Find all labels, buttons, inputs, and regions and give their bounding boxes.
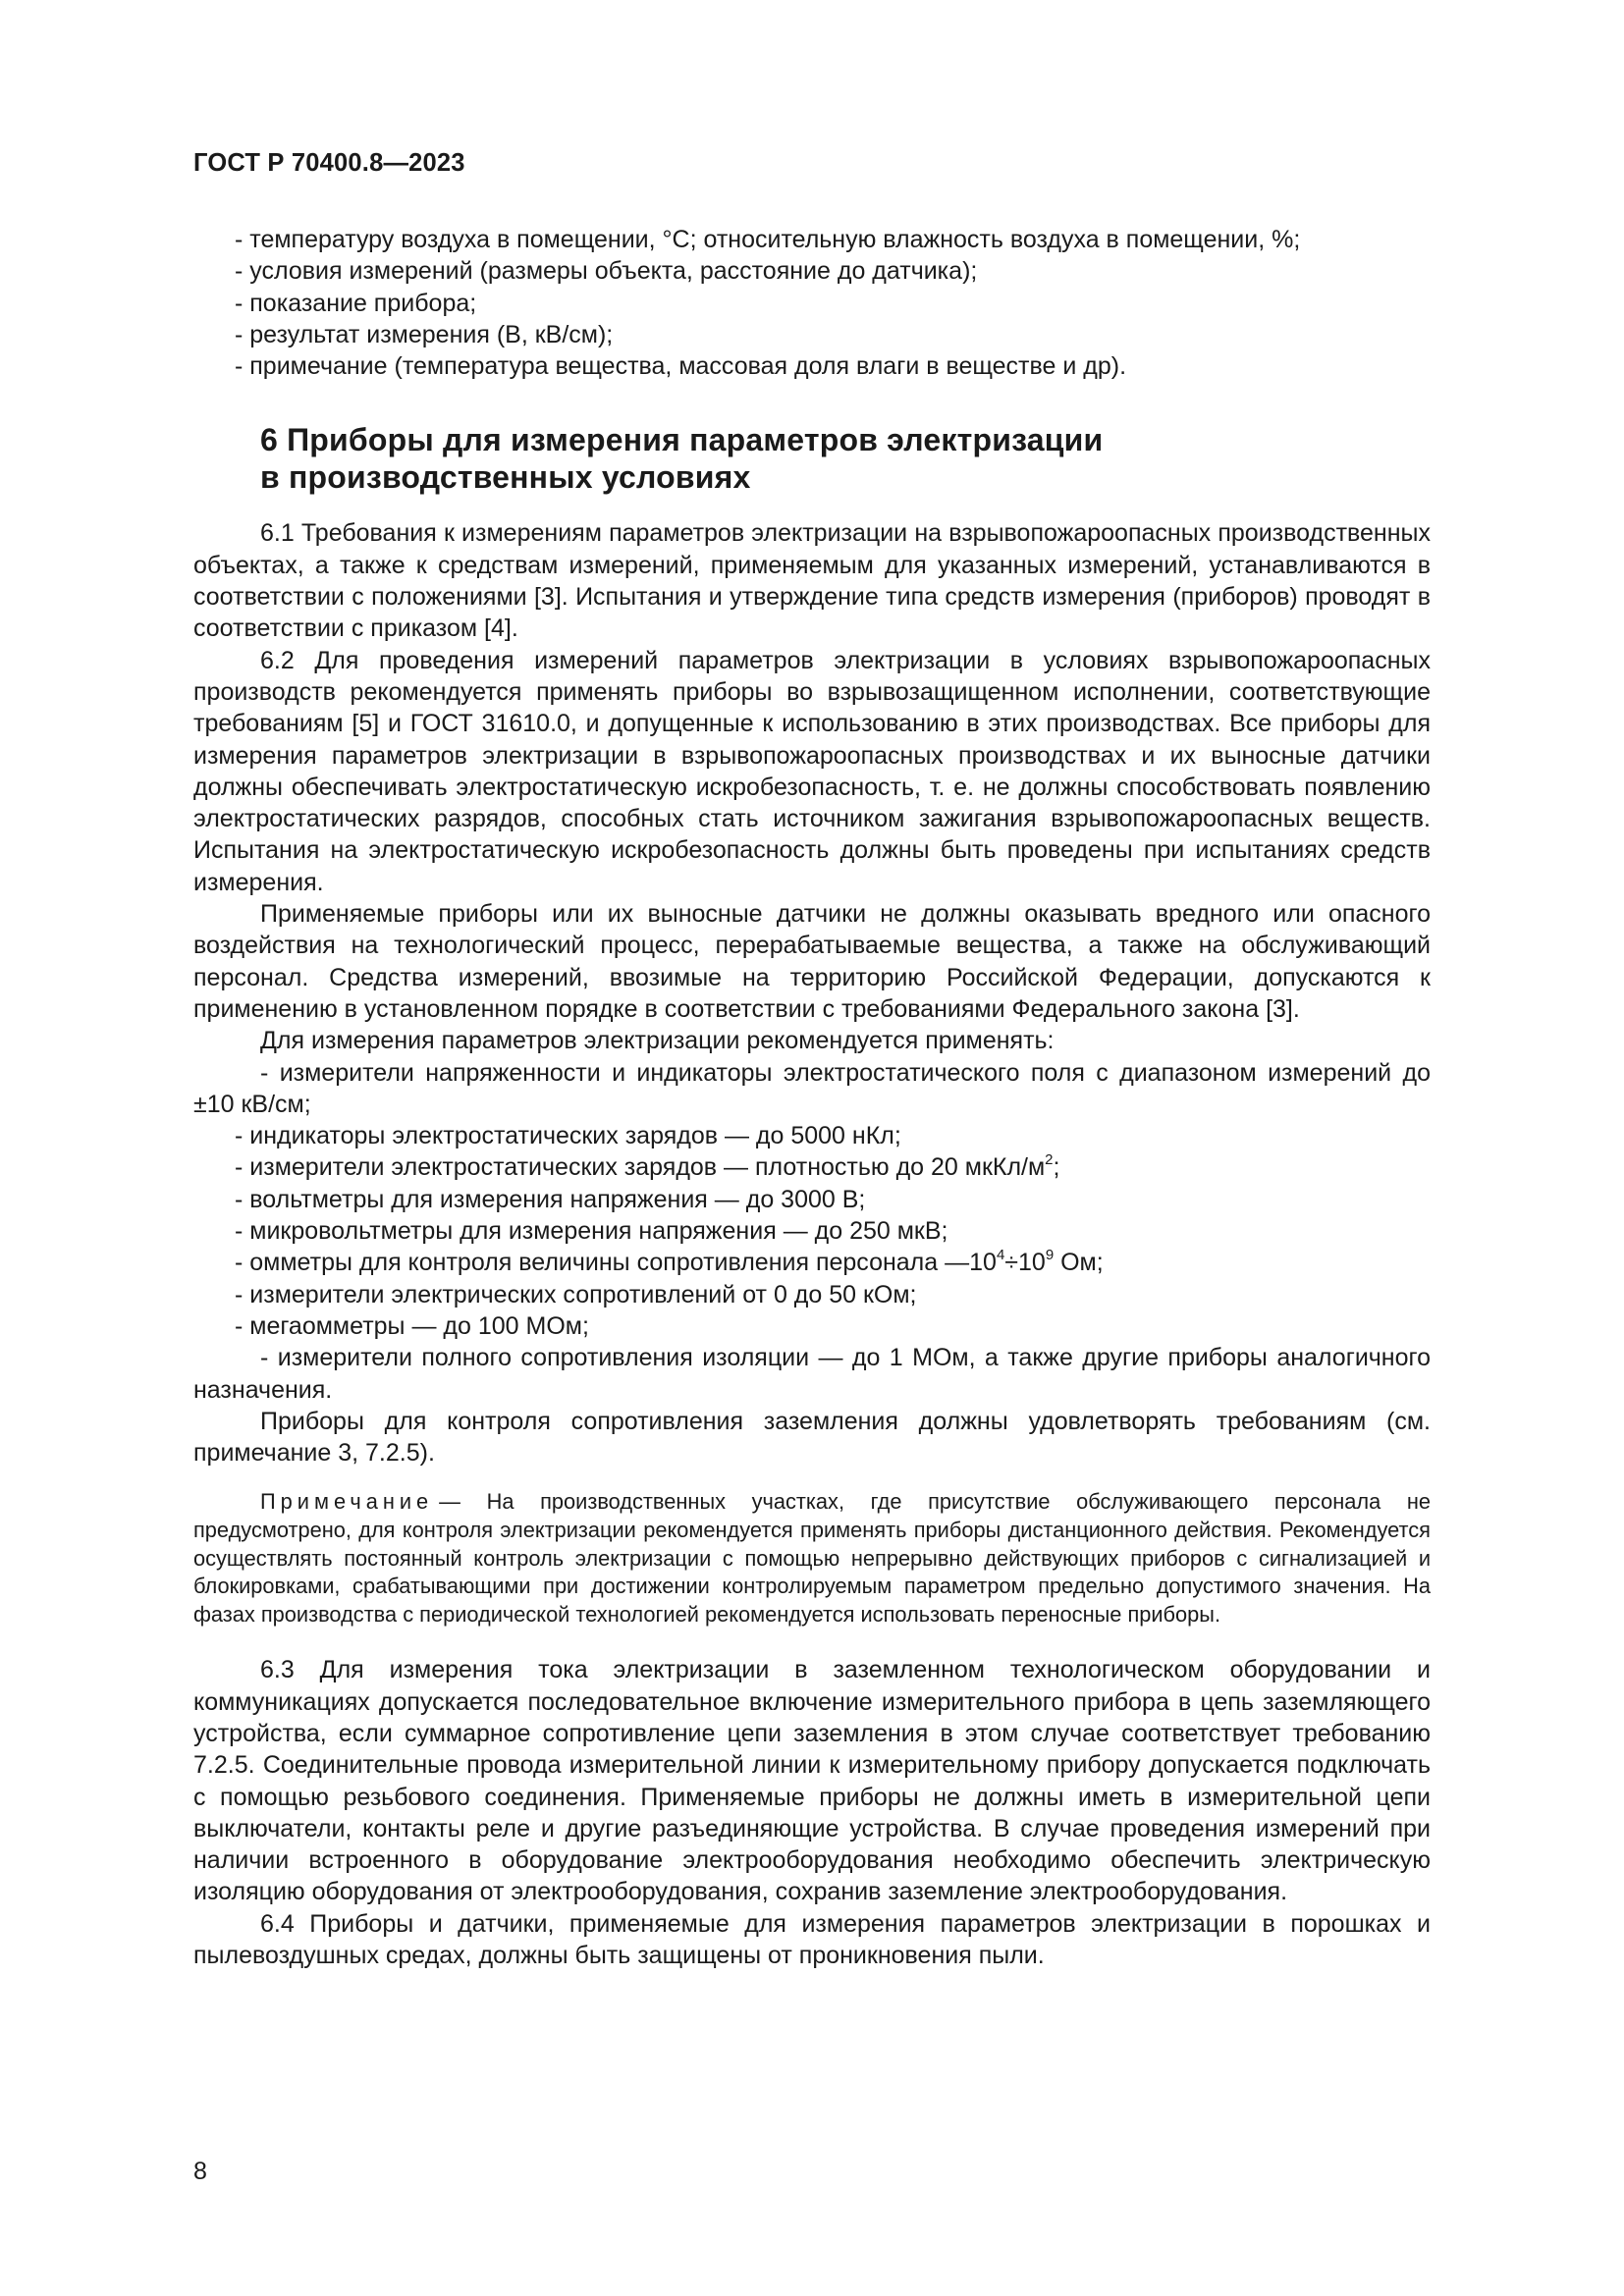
instrument-item: - микровольтметры для измерения напряжения — до 250 мкВ; bbox=[235, 1217, 948, 1246]
note-text: — На производственных участках, где присутствие обслуживающего персонала не предусмотрено, для контроля электризации рекомендуется применять приборы дистанционного действия. Рекомендуется осуществлять постоянный контроль электризации с помощью непрерывно действующих приборов с сигнализацией и блокировками, срабатывающими при достижении контролируемым параметром предельно допустимого значения. На фазах производства с периодической технологией рекомендуется использовать переносные приборы. bbox=[193, 1489, 1431, 1627]
note-block bbox=[193, 1488, 1431, 1629]
instrument-item: - измерители электрических сопротивлений от 0 до 50 кОм; bbox=[235, 1280, 917, 1308]
list-item: - температуру воздуха в помещении, °С; относительную влажность воздуха в помещении, %; bbox=[235, 226, 1301, 253]
section-title-line-1: 6 Приборы для измерения параметров электризации bbox=[260, 422, 1104, 458]
instrument-item: - вольтметры для измерения напряжения — до 3000 В; bbox=[235, 1185, 866, 1213]
paragraph-6-1: 6.1 Требования к измерениям параметров электризации на взрывопожароопасных производственных объектах, а также к средствам измерений, применяемым для указанных измерений, устанавливаются в соответствии с положениями [3]. Испытания и утверждение типа средств измерения (приборов) проводят в соответствии с приказом [4]. bbox=[193, 519, 1431, 643]
instrument-text: - измерители электростатических зарядов — плотностью до 20 мкКл/м bbox=[235, 1153, 1046, 1182]
superscript: 4 bbox=[996, 1247, 1005, 1264]
instrument-item: - измерители напряженности и индикаторы электростатического поля с диапазоном измерений до ±10 кВ/см; bbox=[193, 1058, 1431, 1118]
superscript: 9 bbox=[1045, 1247, 1055, 1264]
instrument-item bbox=[193, 1247, 1431, 1278]
paragraph-6-2: 6.2 Для проведения измерений параметров электризации в условиях взрывопожароопасных производств рекомендуется применять приборы во взрывозащищенном исполнении, соответствующие требованиям [5] и ГОСТ 31610.0, и допущенные к использованию в этих производствах. Все приборы для измерения параметров электризации в взрывопожароопасных производствах и их выносные датчики должны обеспечивать электростатическую искробезопасность, т. е. не должны способствовать появлению электростатических разрядов, способных стать источником зажигания взрывопожароопасных веществ. Испытания на электростатическую искробезопасность должны быть проведены при испытаниях средств измерения. bbox=[193, 646, 1431, 896]
document-code-header: ГОСТ Р 70400.8—2023 bbox=[193, 149, 465, 177]
instrument-item: - индикаторы электростатических зарядов — до 5000 нКл; bbox=[235, 1122, 901, 1150]
list-item: - показание прибора; bbox=[235, 289, 477, 317]
paragraph-grounding: Приборы для контроля сопротивления заземления должны удовлетворять требованиям (см. примечание 3, 7.2.5). bbox=[193, 1407, 1431, 1468]
instrument-text-mid: ÷10 bbox=[1004, 1249, 1046, 1277]
instrument-text-end: ; bbox=[1053, 1153, 1060, 1182]
list-item: - примечание (температура вещества, массовая доля влаги в веществе и др). bbox=[235, 352, 1127, 381]
page-body bbox=[193, 224, 1431, 1971]
superscript: 2 bbox=[1045, 1151, 1054, 1169]
page-number: 8 bbox=[193, 2158, 207, 2185]
section-heading bbox=[193, 421, 1431, 496]
note-label: Примечание bbox=[260, 1489, 434, 1515]
paragraph-6-3: 6.3 Для измерения тока электризации в заземленном технологическом оборудовании и коммуникациях допускается последовательное включение измерительного прибора в цепь заземляющего устройства, если суммарное сопротивление цепи заземления в этом случае соответствует требованию 7.2.5. Соединительные провода измерительной линии к измерительному прибору допускается подключать с помощью резьбового соединения. Применяемые приборы не должны иметь в измерительной цепи выключатели, контакты реле и другие разъединяющие устройства. В случае проведения измерений при наличии встроенного в оборудование электрооборудования необходимо обеспечить электрическую изоляцию оборудования от электрооборудования, сохранив заземление электрооборудования. bbox=[193, 1656, 1431, 1906]
instrument-item bbox=[193, 1151, 1431, 1183]
section-title-line-2: в производственных условиях bbox=[260, 459, 751, 496]
paragraph-apply: Применяемые приборы или их выносные датчики не должны оказывать вредного или опасного воздействия на технологический процесс, перерабатываемые вещества, а также на обслуживающий персонал. Средства измерений, ввозимые на территорию Российской Федерации, допускаются к применению в установленном порядке в соответствии с требованиями Федерального закона [3]. bbox=[193, 900, 1431, 1023]
list-item: - результат измерения (В, кВ/см); bbox=[235, 320, 614, 348]
instrument-text-end: Ом; bbox=[1054, 1249, 1104, 1277]
list-item: - условия измерений (размеры объекта, расстояние до датчика); bbox=[235, 257, 978, 286]
instrument-item: - мегаомметры — до 100 МОм; bbox=[235, 1311, 589, 1340]
instrument-text: - омметры для контроля величины сопротивления персонала —10 bbox=[235, 1249, 997, 1277]
paragraph-6-4: 6.4 Приборы и датчики, применяемые для измерения параметров электризации в порошках и пылевоздушных средах, должны быть защищены от проникновения пыли. bbox=[193, 1909, 1431, 1970]
instrument-item: - измерители полного сопротивления изоляции — до 1 МОм, а также другие приборы аналогичного назначения. bbox=[193, 1344, 1431, 1404]
paragraph-list-intro: Для измерения параметров электризации рекомендуется применять: bbox=[260, 1027, 1055, 1055]
